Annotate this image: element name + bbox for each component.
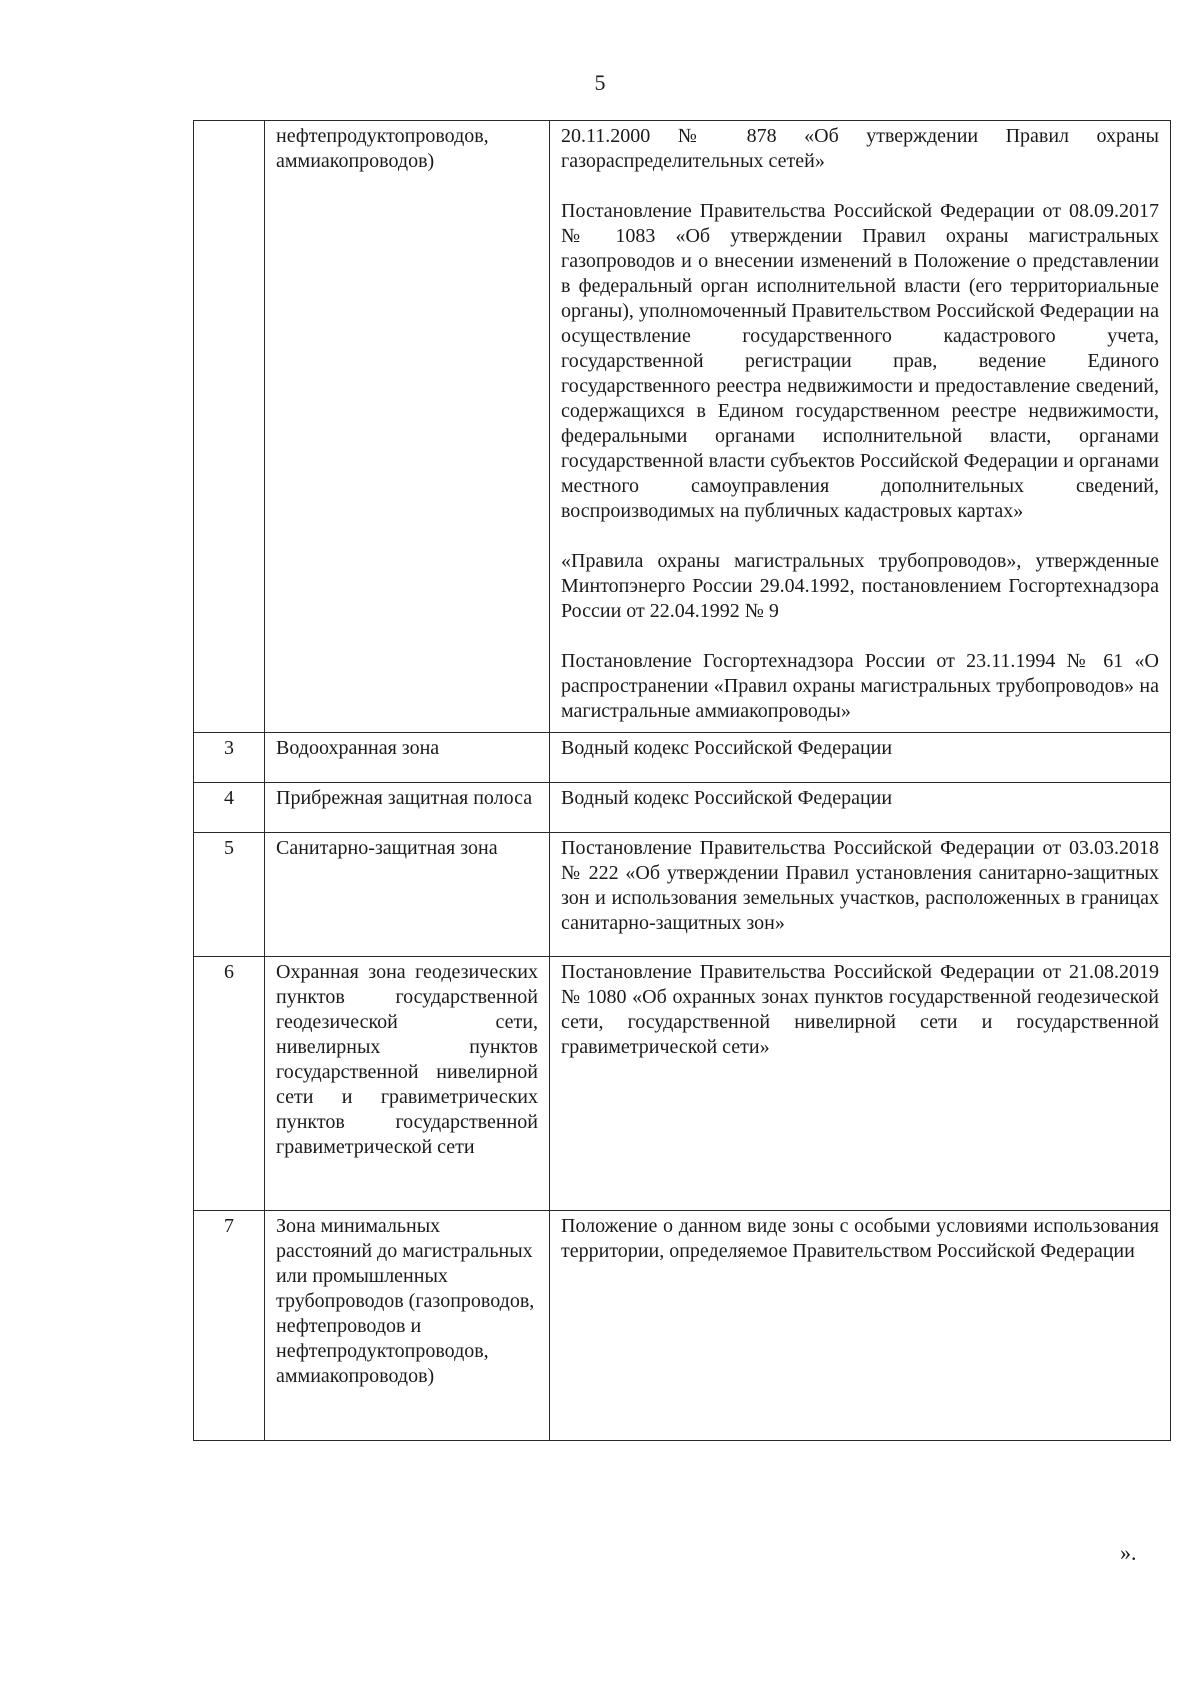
table-row	[194, 833, 1171, 957]
page-number: 5	[594, 70, 606, 95]
zone-name: Водоохранная зона	[265, 733, 550, 783]
legal-basis: Постановление Правительства Российской Федерации от 21.08.2019 № 1080 «Об охранных зонах пунктов государственной геодезической сети, государственной нивелирной сети и государственной гравиметрической сети»	[550, 957, 1171, 1211]
zone-name: Санитарно-защитная зона	[265, 833, 550, 957]
row-number: 3	[194, 733, 265, 783]
row-number: 6	[194, 957, 265, 1211]
legal-basis: Положение о данном виде зоны с особыми условиями использования территории, определяемое Правительством Российской Федерации	[550, 1211, 1171, 1441]
legal-basis: Водный кодекс Российской Федерации	[550, 783, 1171, 833]
table-row	[194, 1211, 1171, 1441]
zones-table	[193, 120, 1171, 1441]
table-row	[194, 957, 1171, 1211]
legal-basis-paragraph: Постановление Правительства Российской Федерации от 08.09.2017 № 1083 «Об утверждении Правил охраны магистральных газопроводов и о внесении изменений в Положение о представлении в федеральный орган исполнительной власти (его территориальные органы), уполномоченный Правительством Российской Федерации на осуществление государственного кадастрового учета, государственной регистрации прав, ведение Единого государственного реестра недвижимости и предоставление сведений, содержащихся в Едином государственном реестре недвижимости, федеральными органами исполнительной власти, органами государственной власти субъектов Российской Федерации и органами местного самоуправления дополнительных сведений, воспроизводимых на публичных кадастровых картах»	[561, 200, 1159, 522]
row-number	[194, 121, 265, 733]
table-row	[194, 121, 1171, 733]
legal-basis-paragraph: Постановление Госгортехнадзора России от 23.11.1994 № 61 «О распространении «Правил охраны магистральных трубопроводов» на магистральные аммиакопроводы»	[561, 650, 1159, 722]
legal-basis-paragraph: 20.11.2000 № 878 «Об утверждении Правил охраны газораспределительных сетей»	[561, 125, 1159, 172]
zone-name: Зона минимальных расстояний до магистральных или промышленных трубопроводов (газопроводов, нефтепроводов и нефтепродуктопроводов, аммиакопроводов)	[265, 1211, 550, 1441]
table-row	[194, 733, 1171, 783]
table-row	[194, 783, 1171, 833]
zone-name: Охранная зона геодезических пунктов государственной геодезической сети, нивелирных пунктов государственной нивелирной сети и гравиметрических пунктов государственной гравиметрической сети	[265, 957, 550, 1211]
row-number: 5	[194, 833, 265, 957]
legal-basis: Водный кодекс Российской Федерации	[550, 733, 1171, 783]
zone-name: нефтепродуктопроводов, аммиакопроводов)	[265, 121, 550, 733]
row-number: 4	[194, 783, 265, 833]
legal-basis-paragraph: «Правила охраны магистральных трубопроводов», утвержденные Минтопэнерго России 29.04.1992, постановлением Госгортехнадзора России от 22.04.1992 № 9	[561, 550, 1159, 622]
legal-basis	[550, 121, 1171, 733]
closing-quote-mark: ».	[1120, 1540, 1137, 1565]
legal-basis: Постановление Правительства Российской Федерации от 03.03.2018 № 222 «Об утверждении Правил установления санитарно-защитных зон и использования земельных участков, расположенных в границах санитарно-защитных зон»	[550, 833, 1171, 957]
row-number: 7	[194, 1211, 265, 1441]
zone-name: Прибрежная защитная полоса	[265, 783, 550, 833]
